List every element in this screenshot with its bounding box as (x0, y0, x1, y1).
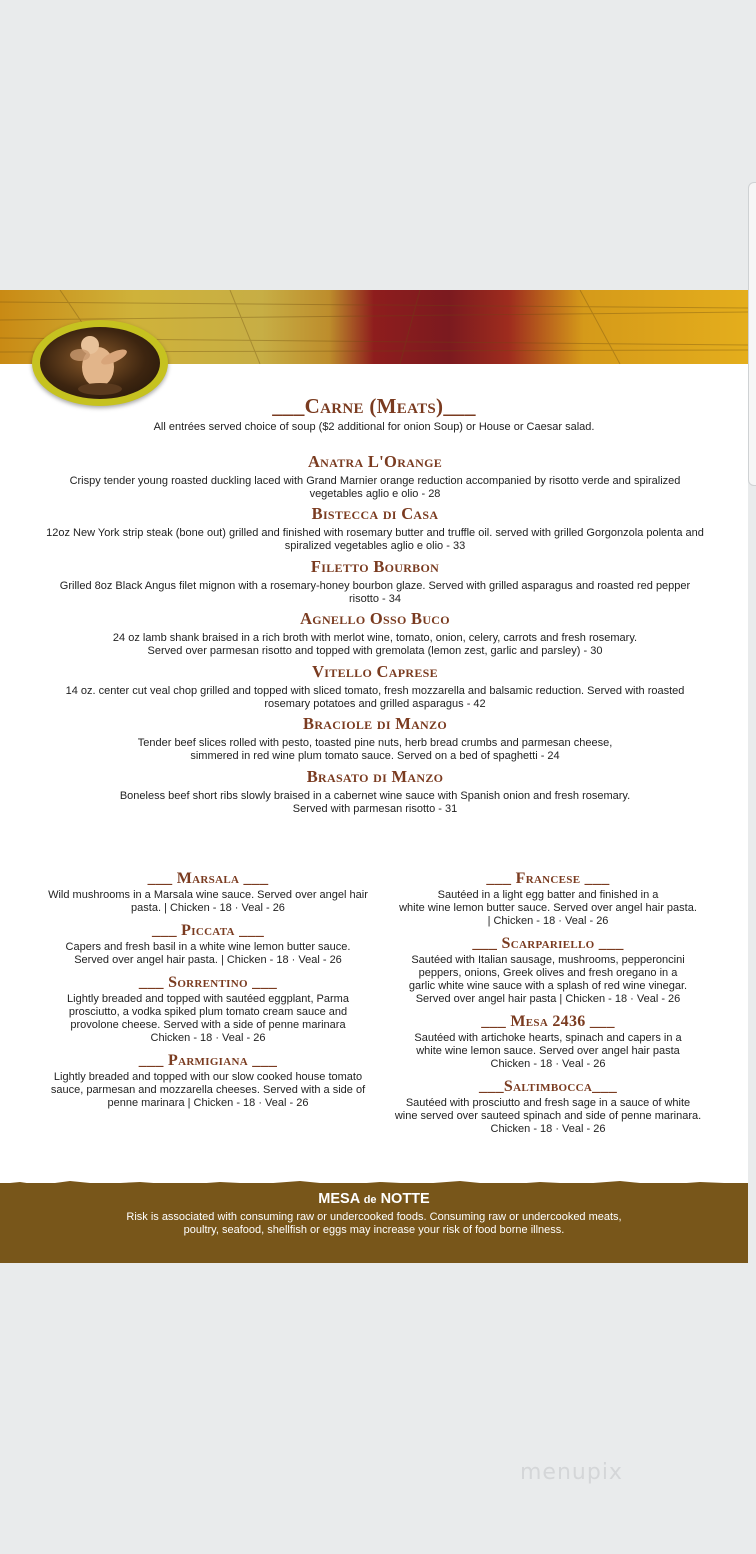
cherub-painting (40, 327, 160, 399)
footer-rough-edge (0, 1180, 748, 1186)
prep-piccata (42, 921, 374, 967)
prep-description: Wild mushrooms in a Marsala wine sauce. Served over angel hair pasta. | Chicken - 18 · Veal - 26 (48, 889, 368, 914)
prep-saltimbocca (382, 1077, 714, 1136)
dish-description: Tender beef slices rolled with pesto, toasted pine nuts, herb bread crumbs and parmesan cheese, simmered in red wine plum tomato sauce. Served on a bed of spaghetti - 24 (137, 737, 613, 762)
dish-name: Anatra L'Orange (307, 452, 443, 471)
restaurant-name (0, 1191, 748, 1207)
brand-notte: NOTTE (380, 1191, 430, 1207)
dish-brasato (30, 767, 720, 816)
dish-description: 14 oz. center cut veal chop grilled and topped with sliced tomato, fresh mozzarella and balsamic reduction. Served with roasted rosemary potatoes and grilled asparagus - 42 (65, 685, 685, 710)
dish-braciole (30, 714, 720, 763)
prep-sorrentino (42, 973, 374, 1045)
prep-name: ___ Mesa 2436 ___ (481, 1013, 615, 1030)
prep-scarpariello (382, 934, 714, 1006)
brand-mesa: MESA (318, 1191, 360, 1207)
dish-description: 24 oz lamb shank braised in a rich broth with merlot wine, tomato, onion, celery, carrots and fresh rosemary. Served over parmesan risotto and topped with gremolata (lemon zest, garlic and parsley) - 30 (112, 632, 638, 657)
dish-name: Vitello Caprese (312, 662, 438, 681)
prep-name: ___ Sorrentino ___ (138, 974, 278, 991)
dish-name: Bistecca di Casa (311, 504, 439, 523)
prep-description: Sautéed with prosciutto and fresh sage in a sauce of white wine served over sauteed spinach and side of penne marinara. Chicken - 18 · Veal - 26 (394, 1097, 702, 1135)
section-note: All entrées served choice of soup ($2 additional for onion Soup) or House or Caesar salad. (153, 421, 595, 433)
prep-name: ___ Marsala ___ (147, 870, 269, 887)
dish-anatra (30, 452, 720, 501)
dish-bistecca (30, 504, 720, 553)
dish-description: Boneless beef short ribs slowly braised in a cabernet wine sauce with Spanish onion and fresh rosemary. Served with parmesan risotto - 31 (119, 790, 631, 815)
food-safety-disclaimer: Risk is associated with consuming raw or undercooked foods. Consuming raw or undercooked meats, poultry, seafood, shellfish or eggs may increase your risk of food borne illness. (126, 1211, 622, 1236)
footer-bar (0, 1183, 748, 1263)
prep-name: ___ Scarpariello ___ (472, 935, 624, 952)
prep-description: Sautéed in a light egg batter and finished in a white wine lemon butter sauce. Served over angel hair pasta. | Chicken - 18 · Veal - 26 (399, 889, 697, 927)
brand-de: de (363, 1194, 377, 1206)
dish-description: Crispy tender young roasted duckling laced with Grand Marnier orange reduction accompanied by risotto verde and spiralized vegetables aglio e olio - 28 (69, 475, 681, 500)
menu-page (0, 290, 748, 1263)
prep-name: ___ Parmigiana ___ (138, 1052, 278, 1069)
dish-description: 12oz New York strip steak (bone out) grilled and finished with rosemary butter and truffle oil. served with grilled Gorgonzola polenta and spiralized vegetables aglio e olio - 33 (46, 527, 704, 552)
dish-name: Brasato di Manzo (306, 767, 444, 786)
prep-description: Sautéed with Italian sausage, mushrooms, pepperoncini peppers, onions, Greek olives and fresh oregano in a garlic white wine sauce with a splash of red wine vinegar. Served over angel hair pasta | Chicken - 18 · Veal - 26 (408, 954, 688, 1005)
dish-name: Filetto Bourbon (310, 557, 440, 576)
prep-description: Sautéed with artichoke hearts, spinach and capers in a white wine lemon sauce. Served over angel hair pasta Chicken - 18 · Veal - 26 (414, 1032, 682, 1070)
prep-parmigiana (42, 1051, 374, 1110)
dish-name: Agnello Osso Buco (300, 609, 450, 628)
prep-name: ___ Piccata ___ (151, 922, 265, 939)
prep-name: ___Saltimbocca___ (479, 1078, 617, 1095)
dish-vitello (30, 662, 720, 711)
dish-agnello (30, 609, 720, 658)
prep-marsala (42, 869, 374, 915)
prep-description: Lightly breaded and topped with sautéed eggplant, Parma prosciutto, a vodka spiked plum tomato cream sauce and provolone cheese. Served with a side of penne marinara Chicken - 18 · Veal - 26 (67, 993, 349, 1044)
scrollbar-thumb[interactable] (748, 182, 756, 486)
dish-description: Grilled 8oz Black Angus filet mignon with a rosemary-honey bourbon glaze. Served with grilled asparagus and roasted red pepper risotto - 34 (59, 580, 691, 605)
section-title: ___Carne (Meats)___ (272, 394, 476, 418)
prep-name: ___ Francese ___ (486, 870, 610, 887)
prep-description: Capers and fresh basil in a white wine lemon butter sauce. Served over angel hair pasta. | Chicken - 18 · Veal - 26 (65, 941, 351, 966)
dish-name: Braciole di Manzo (303, 714, 447, 733)
prep-mesa-2436 (382, 1012, 714, 1071)
dish-filetto (30, 557, 720, 606)
prep-description: Lightly breaded and topped with our slow cooked house tomato sauce, parmesan and mozzarella cheeses. Served with a side of penne marinara | Chicken - 18 · Veal - 26 (50, 1071, 366, 1109)
menupix-watermark: menupix (520, 1460, 623, 1485)
prep-francese (382, 869, 714, 928)
